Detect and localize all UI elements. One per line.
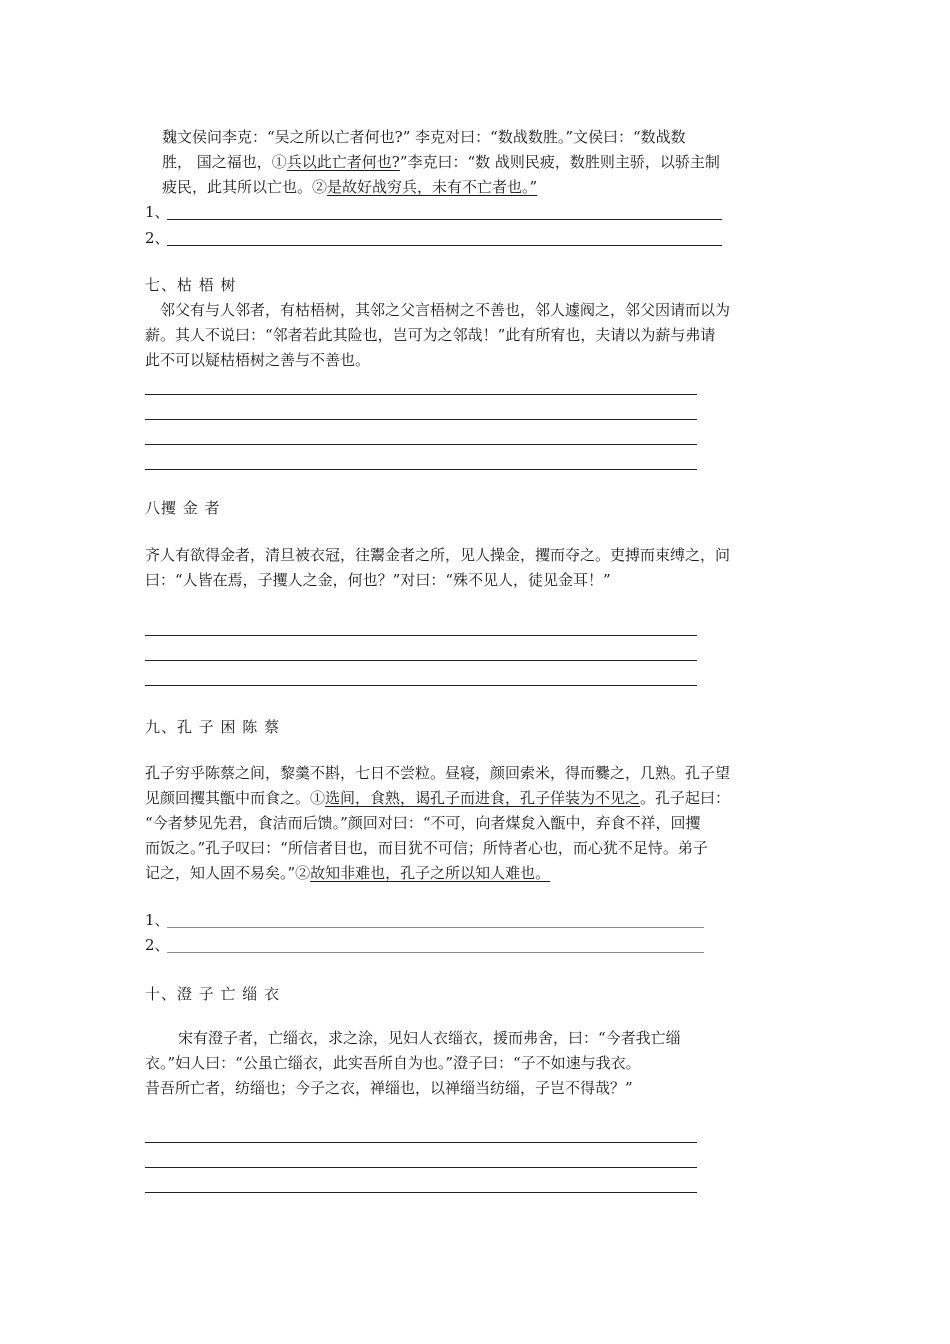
answer-line[interactable] bbox=[167, 938, 704, 953]
passage-line: 魏文侯问李克：“吴之所以亡者何也?” 李克对曰：“数战数胜。”文侯曰：“数战数 bbox=[162, 128, 686, 146]
answer-line[interactable] bbox=[167, 913, 704, 928]
answer-number: 2、 bbox=[145, 936, 170, 954]
passage-line: 薪。其人不说曰：“邻者若此其险也，岂可为之邻哉！”此有所宥也，夫请以为薪与弗请 bbox=[145, 326, 716, 344]
passage-line: 孔子穷乎陈蔡之间，黎羹不斟，七日不尝粒。昼寝，颜回索米，得而爨之，几熟。孔子望 bbox=[145, 764, 731, 782]
passage-line: 此不可以疑枯梧树之善与不善也。 bbox=[145, 351, 371, 369]
passage-chengzi-wang-zi-yi bbox=[145, 1026, 815, 1101]
answer-line[interactable] bbox=[145, 1167, 697, 1168]
answer-row-1 bbox=[145, 910, 704, 928]
answer-number: 1、 bbox=[145, 911, 170, 929]
passage-jue-jin-zhe bbox=[145, 543, 815, 593]
passage-line: 昔吾所亡者，纺缁也；今子之衣，禅缁也，以禅缁当纺缁，子岂不得哉？” bbox=[145, 1079, 633, 1097]
underlined-sentence-2: 故知非难也，孔子之所以知人难也。 bbox=[310, 864, 551, 882]
passage-wei-wenhou bbox=[162, 125, 808, 200]
section-title-kongzi-kun-chen-cai: 九、孔 子 困 陈 蔡 bbox=[145, 718, 281, 736]
passage-line: 疲民，此其所以亡也。②是故好战穷兵，未有不亡者也。” bbox=[162, 178, 538, 196]
passage-line: 胜， 国之福也，①兵以此亡者何也?”李克曰：“数 战则民疲，数胜则主骄，以骄主制 bbox=[162, 153, 720, 171]
passage-ku-wu-shu bbox=[145, 298, 815, 373]
passage-line: 曰：“人皆在焉，子攫人之金，何也？”对曰：“殊不见人，徒见金耳！” bbox=[145, 571, 611, 589]
answer-row-2 bbox=[145, 935, 704, 953]
answer-line[interactable] bbox=[167, 205, 722, 220]
section-title-chengzi-wang-zi-yi: 十、澄 子 亡 缁 衣 bbox=[145, 985, 281, 1003]
answer-line[interactable] bbox=[145, 394, 697, 395]
section-title-jue-jin-zhe: 八攫 金 者 bbox=[145, 499, 221, 517]
passage-line: 记之，知人固不易矣。”②故知非难也，孔子之所以知人难也。 bbox=[145, 864, 551, 882]
answer-number: 2、 bbox=[145, 229, 170, 247]
passage-kongzi-kun-chen-cai bbox=[145, 761, 815, 886]
answer-line[interactable] bbox=[145, 685, 697, 686]
answer-line[interactable] bbox=[145, 1142, 697, 1143]
section-title-ku-wu-shu: 七、枯 梧 树 bbox=[145, 276, 237, 294]
passage-line: 见颜回攫其甑中而食之。①选间，食熟，谒孔子而进食，孔子佯装为不见之。孔子起曰： bbox=[145, 789, 731, 807]
passage-line: 宋有澄子者，亡缁衣，求之涂，见妇人衣缁衣，援而弗舍，曰：“今者我亡缁 bbox=[178, 1029, 681, 1047]
answer-line[interactable] bbox=[145, 660, 697, 661]
passage-line: 邻父有与人邻者，有枯梧树，其邻之父言梧树之不善也，邻人遽阀之，邻父因请而以为 bbox=[160, 301, 731, 319]
answer-row-2 bbox=[145, 228, 722, 246]
answer-line[interactable] bbox=[145, 1192, 697, 1193]
answer-row-1 bbox=[145, 202, 722, 220]
passage-line: 衣。”妇人曰：“公虽亡缁衣，此实吾所自为也。”澄子曰：“子不如速与我衣。 bbox=[145, 1054, 641, 1072]
passage-line: 齐人有欲得金者，清旦被衣冠，往鬻金者之所，见人操金，攫而夺之。吏搏而束缚之，问 bbox=[145, 546, 731, 564]
answer-line[interactable] bbox=[145, 444, 697, 445]
answer-line[interactable] bbox=[145, 469, 697, 470]
answer-line[interactable] bbox=[145, 419, 697, 420]
passage-line: 而饭之。”孔子叹曰：“所信者目也，而目犹不可信；所恃者心也，而心犹不足恃。弟子 bbox=[145, 839, 708, 857]
answer-number: 1、 bbox=[145, 203, 170, 221]
passage-line: “今者梦见先君，食洁而后馈。”颜回对曰：“不可，向者煤炱入甑中，弃食不祥，回攫 bbox=[145, 814, 701, 832]
answer-line[interactable] bbox=[145, 635, 697, 636]
underlined-sentence-1: 兵以此亡者何也? bbox=[286, 153, 400, 171]
answer-line[interactable] bbox=[167, 231, 722, 246]
underlined-sentence-2: 是故好战穷兵，未有不亡者也。” bbox=[327, 178, 538, 196]
underlined-sentence-1: 选间，食熟，谒孔子而进食，孔子佯装为不见之 bbox=[325, 789, 641, 807]
